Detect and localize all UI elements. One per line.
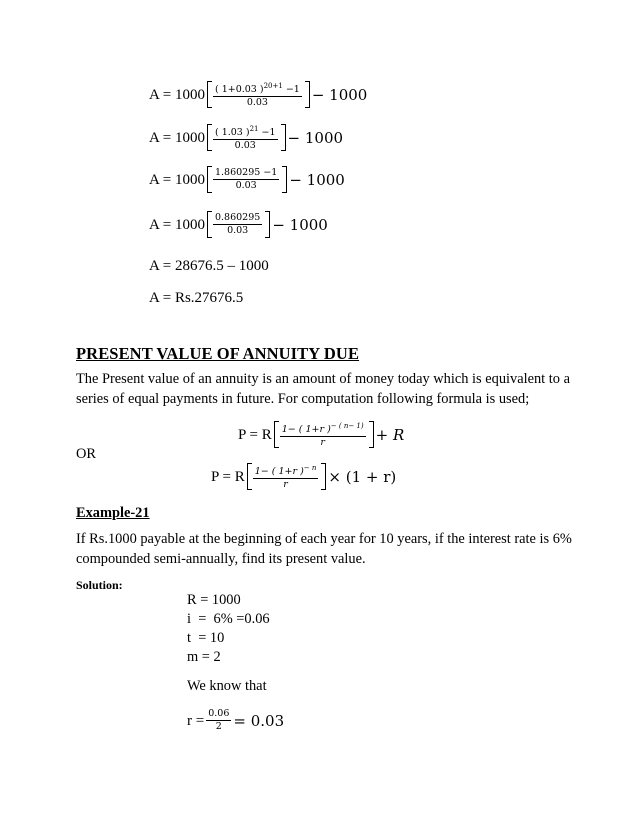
formula-lhs: P = R	[238, 426, 272, 443]
equation-lhs: A = 1000	[149, 171, 205, 188]
intro-paragraph: The Present value of an annuity is an amount of money today which is equivalent to a series of equal payments in future. For computation following formula is used;	[76, 371, 570, 407]
equation-a4	[149, 211, 330, 238]
formula-present-value-2	[211, 462, 398, 491]
right-bracket	[265, 211, 270, 238]
fraction-numerator: ( 1.03 )$^{21}$ −1	[214, 125, 276, 138]
fraction	[213, 80, 302, 109]
fraction	[213, 167, 279, 192]
formula-present-value-1	[238, 420, 406, 449]
fraction	[253, 462, 319, 491]
formula-tail: + R	[375, 425, 405, 444]
fraction-numerator: 1− ( 1+r )$^{- ( n- 1)}$	[281, 422, 364, 435]
equation-a3	[149, 166, 347, 193]
fraction-numerator: 0.860295	[214, 212, 261, 223]
left-bracket	[247, 463, 252, 490]
left-bracket	[274, 421, 279, 448]
fraction-denominator: 0.03	[234, 140, 256, 151]
right-bracket	[321, 463, 326, 490]
given-t: t = 10	[187, 630, 225, 646]
fraction	[206, 708, 231, 733]
given-r: R = 1000	[187, 592, 241, 608]
equation-lhs: A = 1000	[149, 216, 205, 233]
equation-tail: − 1000	[272, 215, 328, 234]
fraction-denominator: 0.03	[246, 97, 268, 108]
fraction-numerator: 1.860295 −1	[214, 167, 278, 178]
fraction-denominator: r	[320, 437, 325, 448]
formula-tail: × (1 + r)	[328, 467, 397, 486]
equation-a6: A = Rs.27676.5	[149, 290, 244, 306]
given-m: m = 2	[187, 649, 221, 665]
fraction	[280, 420, 366, 449]
fraction-numerator: 1− ( 1+r )$^{- n}$	[254, 464, 317, 477]
equation-lhs: r =	[187, 712, 205, 729]
equation-lhs: A = 1000	[149, 86, 205, 103]
fraction-denominator: 0.03	[235, 180, 257, 191]
example-text: If Rs.1000 payable at the beginning of each year for 10 years, if the interest rate is 6% compounded semi-annually, find its present value.	[76, 531, 572, 567]
equation-tail: = 0.03	[233, 711, 285, 730]
equation-lhs: A = 1000	[149, 129, 205, 146]
equation-a1	[149, 80, 369, 109]
right-bracket	[281, 124, 286, 151]
equation-tail: − 1000	[289, 170, 345, 189]
section-heading: PRESENT VALUE OF ANNUITY DUE	[76, 344, 360, 363]
equation-tail: − 1000	[287, 128, 344, 147]
we-know-text: We know that	[187, 678, 267, 694]
right-bracket	[282, 166, 287, 193]
or-text: OR	[76, 446, 96, 462]
equation-tail: − 1000	[311, 85, 368, 104]
fraction	[213, 123, 278, 152]
left-bracket	[207, 124, 212, 151]
fraction-denominator: 2	[215, 721, 222, 732]
right-bracket	[369, 421, 374, 448]
fraction-denominator: r	[283, 479, 288, 490]
fraction-denominator: 0.03	[227, 225, 249, 236]
equation-a2	[149, 123, 345, 152]
equation-a5: A = 28676.5 – 1000	[149, 258, 269, 274]
solution-label: Solution:	[76, 578, 123, 592]
fraction-numerator: ( 1+0.03 )$^{20+1}$ −1	[214, 82, 300, 95]
left-bracket	[207, 211, 212, 238]
left-bracket	[207, 81, 212, 108]
equation-r	[187, 708, 286, 733]
left-bracket	[207, 166, 212, 193]
fraction-numerator: 0.06	[208, 708, 230, 719]
example-title: Example-21	[76, 505, 150, 521]
given-i: i = 6% =0.06	[187, 611, 270, 627]
right-bracket	[305, 81, 310, 108]
formula-lhs: P = R	[211, 468, 245, 485]
fraction	[213, 212, 262, 237]
